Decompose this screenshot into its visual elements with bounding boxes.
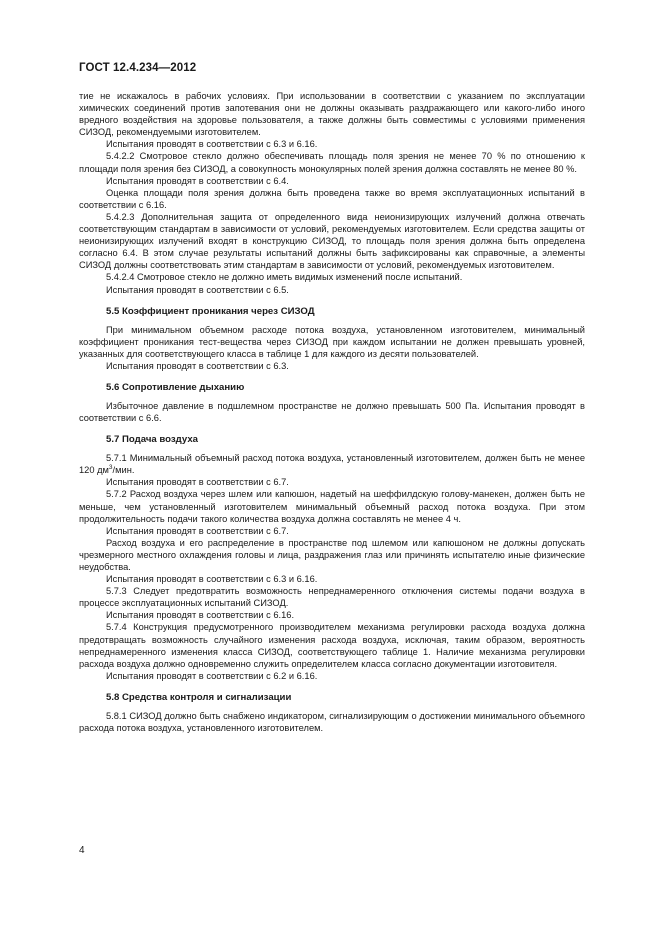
paragraph: Испытания проводят в соответствии с 6.3. <box>106 360 289 371</box>
paragraph: Испытания проводят в соответствии с 6.3 и 6.16. <box>106 574 318 585</box>
page-number: 4 <box>79 845 85 856</box>
paragraph <box>79 452 585 476</box>
paragraph: 5.7.3 Следует предотвратить возможность непреднамеренного отключения системы подачи воздуха в процессе эксплуатационных испытаний СИЗОД. <box>79 586 585 609</box>
paragraph: Расход воздуха и его распределение в пространстве под шлемом или капюшоном не должны допускать чрезмерного местного охлаждения головы и лица, раздражения глаз или причинять испытателю иные физические неудобства. <box>79 537 585 572</box>
paragraph: 5.7.4 Конструкция предусмотренного производителем механизма регулировки расхода воздуха должна предотвращать возможность случайного изменения расхода воздуха, исключая, таким образом, вероятность непреднамеренного изменения класса СИЗОД, соответствующего таблице 1. Наличие механизма регулировки расхода воздуха должно одновременно служить определителем класса согласно документации изготовителя. <box>79 622 585 669</box>
paragraph: тие не искажалось в рабочих условиях. При использовании в соответствии с указанием по эксплуатации химических соединений против запотевания они не должны оказывать раздражающего или какого-либо иного вредного воздействия на здоровье пользователя, а также должны быть совместимы с условиями применения СИЗОД, рекомендуемыми изготовителем. <box>79 91 585 138</box>
section-heading-5-7: 5.7 Подача воздуха <box>106 434 198 446</box>
superscript: 3 <box>108 464 113 472</box>
section-heading-5-5: 5.5 Коэффициент проникания через СИЗОД <box>106 305 315 317</box>
paragraph: 5.4.2.3 Дополнительная защита от определенного вида неионизирующих излучений должна отвечать соответствующим стандартам в зависимости от условий, рекомендуемых изготовителем. Если средства защиты от неионизирующих излучений входят в конструкцию СИЗОД, то площадь поля зрения должна быть определена согласно 6.4. В этом случае результаты испытаний должны быть зафиксированы как справочные, а элементы СИЗОД должны соответствовать этим стандартам в зависимости от условий, рекомендуемых изготовителем. <box>79 211 585 271</box>
paragraph: При минимальном объемном расходе потока воздуха, установленном изготовителем, минимальный коэффициент проникания тест-вещества через СИЗОД при каждом испытании не должен превышать уровней, указанных для соответствующего класса в таблице 1 для каждого из десяти пользователей. <box>79 324 585 359</box>
section-heading-5-6: 5.6 Сопротивление дыханию <box>106 381 245 393</box>
section-heading-5-8: 5.8 Средства контроля и сигнализации <box>106 691 292 703</box>
paragraph: 5.8.1 СИЗОД должно быть снабжено индикатором, сигнализирующим о достижении минимального объемного расхода потока воздуха, установленного изготовителем. <box>79 710 585 734</box>
text-run: 5.7.1 Минимальный объемный расход потока воздуха, установленный изготовителем, должен быть не менее 120 дм <box>79 453 585 476</box>
paragraph: Испытания проводят в соответствии с 6.3 и 6.16. <box>106 139 318 150</box>
paragraph: Испытания проводят в соответствии с 6.16. <box>106 610 295 621</box>
paragraph: 5.4.2.4 Смотровое стекло не должно иметь видимых изменений после испытаний. <box>106 272 463 283</box>
paragraph: Испытания проводят в соответствии с 6.5. <box>106 284 289 295</box>
paragraph: 5.4.2.2 Смотровое стекло должно обеспечивать площадь поля зрения не менее 70 % по отношению к площади поля зрения без СИЗОД, а совокупность монокулярных полей зрения должна составлять не менее 80 %. <box>79 151 585 174</box>
text-run: /мин. <box>112 465 135 476</box>
paragraph: Избыточное давление в подшлемном пространстве не должно превышать 500 Па. Испытания проводят в соответствии с 6.6. <box>79 400 585 424</box>
page-header-title: ГОСТ 12.4.234—2012 <box>79 62 197 74</box>
paragraph: Оценка площади поля зрения должна быть проведена также во время эксплуатационных испытаний в соответствии с 6.16. <box>79 187 585 210</box>
paragraph: Испытания проводят в соответствии с 6.4. <box>106 175 289 186</box>
paragraph: 5.7.2 Расход воздуха через шлем или капюшон, надетый на шеффилдскую голову-манекен, должен быть не меньше, чем установленный изготовителем минимальный объемный расход потока воздуха. При этом продолжительность подачи такого количества воздуха должна составлять не менее 4 ч. <box>79 489 585 524</box>
paragraph: Испытания проводят в соответствии с 6.2 и 6.16. <box>106 670 318 681</box>
paragraph: Испытания проводят в соответствии с 6.7. <box>106 525 289 536</box>
document-body <box>79 90 585 734</box>
paragraph: Испытания проводят в соответствии с 6.7. <box>106 477 289 488</box>
